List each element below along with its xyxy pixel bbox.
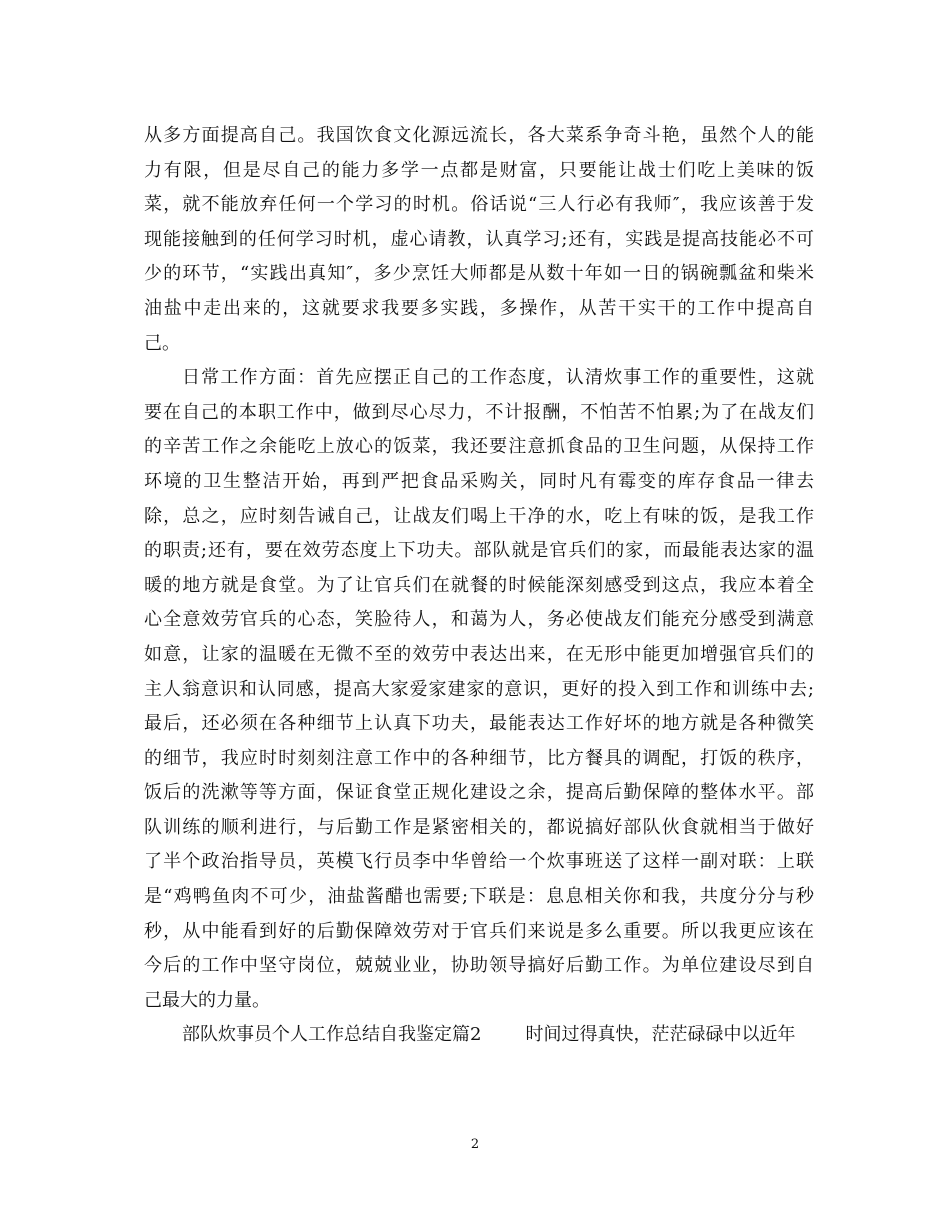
- body-text: [144, 119, 814, 1053]
- section-opening-text: 时间过得真快，茫茫碌碌中以近年: [525, 1024, 796, 1046]
- text-line: 少的环节，“实践出真知″，多少烹饪大师都是从数十年如一日的锅碗瓢盆和柴米: [144, 263, 814, 285]
- text-line: 现能接触到的任何学习时机，虚心请教，认真学习;还有，实践是提高技能必不可: [144, 228, 814, 250]
- text-line: 饭后的洗漱等等方面，保证食堂正规化建设之余，提高后勤保障的整体水平。部: [144, 782, 814, 804]
- text-line: 日常工作方面：首先应摆正自己的工作态度，认清炊事工作的重要性，这就: [182, 367, 814, 389]
- text-line: 队训练的顺利进行，与后勤工作是紧密相关的，都说搞好部队伙食就相当于做好: [144, 816, 814, 838]
- text-line: 最后，还必须在各种细节上认真下功夫，最能表达工作好坏的地方就是各种微笑: [144, 713, 814, 735]
- text-line: 了半个政治指导员，英模飞行员李中华曾给一个炊事班送了这样一副对联：上联: [144, 851, 814, 873]
- text-line: 心全意效劳官兵的心态，笑脸待人，和蔼为人，务必使战友们能充分感受到满意: [144, 609, 814, 631]
- text-line: 要在自己的本职工作中，做到尽心尽力，不计报酬，不怕苦不怕累;为了在战友们: [144, 401, 814, 423]
- text-line: 的职责;还有，要在效劳态度上下功夫。部队就是官兵们的家，而最能表达家的温: [144, 540, 814, 562]
- text-line: 暖的地方就是食堂。为了让官兵们在就餐的时候能深刻感受到这点，我应本着全: [144, 574, 814, 596]
- text-line: 菜，就不能放弃任何一个学习的时机。俗话说“三人行必有我师″，我应该善于发: [144, 194, 814, 216]
- text-line: 的细节，我应时时刻刻注意工作中的各种细节，比方餐具的调配，打饭的秩序，: [144, 747, 814, 769]
- section-title: 部队炊事员个人工作总结自我鉴定篇2: [182, 1024, 482, 1046]
- paragraph-daily-work: [144, 361, 814, 1018]
- page-number: 2: [470, 1137, 480, 1152]
- text-line: 主人翁意识和认同感，提高大家爱家建家的意识，更好的投入到工作和训练中去;: [144, 678, 814, 700]
- text-line: 环境的卫生整洁开始，再到严把食品采购关，同时凡有霉变的库存食品一律去: [144, 470, 814, 492]
- text-line: 是“鸡鸭鱼肉不可少，油盐酱醋也需要;下联是：息息相关你和我，共度分分与秒: [144, 886, 814, 908]
- text-line: 从多方面提高自己。我国饮食文化源远流长，各大菜系争奇斗艳，虽然个人的能: [144, 125, 814, 146]
- paragraph-study: [144, 119, 814, 361]
- section-heading-line: [144, 1018, 814, 1053]
- text-line: 己最大的力量。: [144, 989, 270, 1011]
- text-line: 如意，让家的温暖在无微不至的效劳中表达出来，在无形中能更加增强官兵们的: [144, 643, 814, 665]
- text-line: 的辛苦工作之余能吃上放心的饭菜，我还要注意抓食品的卫生问题，从保持工作: [144, 436, 814, 458]
- text-line: 除，总之，应时刻告诫自己，让战友们喝上干净的水，吃上有味的饭，是我工作: [144, 505, 814, 527]
- text-line: 秒，从中能看到好的后勤保障效劳对于官兵们来说是多么重要。所以我更应该在: [144, 920, 814, 942]
- text-line: 今后的工作中坚守岗位，兢兢业业，协助领导搞好后勤工作。为单位建设尽到自: [144, 955, 814, 977]
- text-line: 己。: [144, 332, 180, 354]
- text-line: 力有限，但是尽自己的能力多学一点都是财富，只要能让战士们吃上美味的饭: [144, 159, 814, 181]
- text-line: 油盐中走出来的，这就要求我要多实践，多操作，从苦干实干的工作中提高自: [144, 297, 814, 319]
